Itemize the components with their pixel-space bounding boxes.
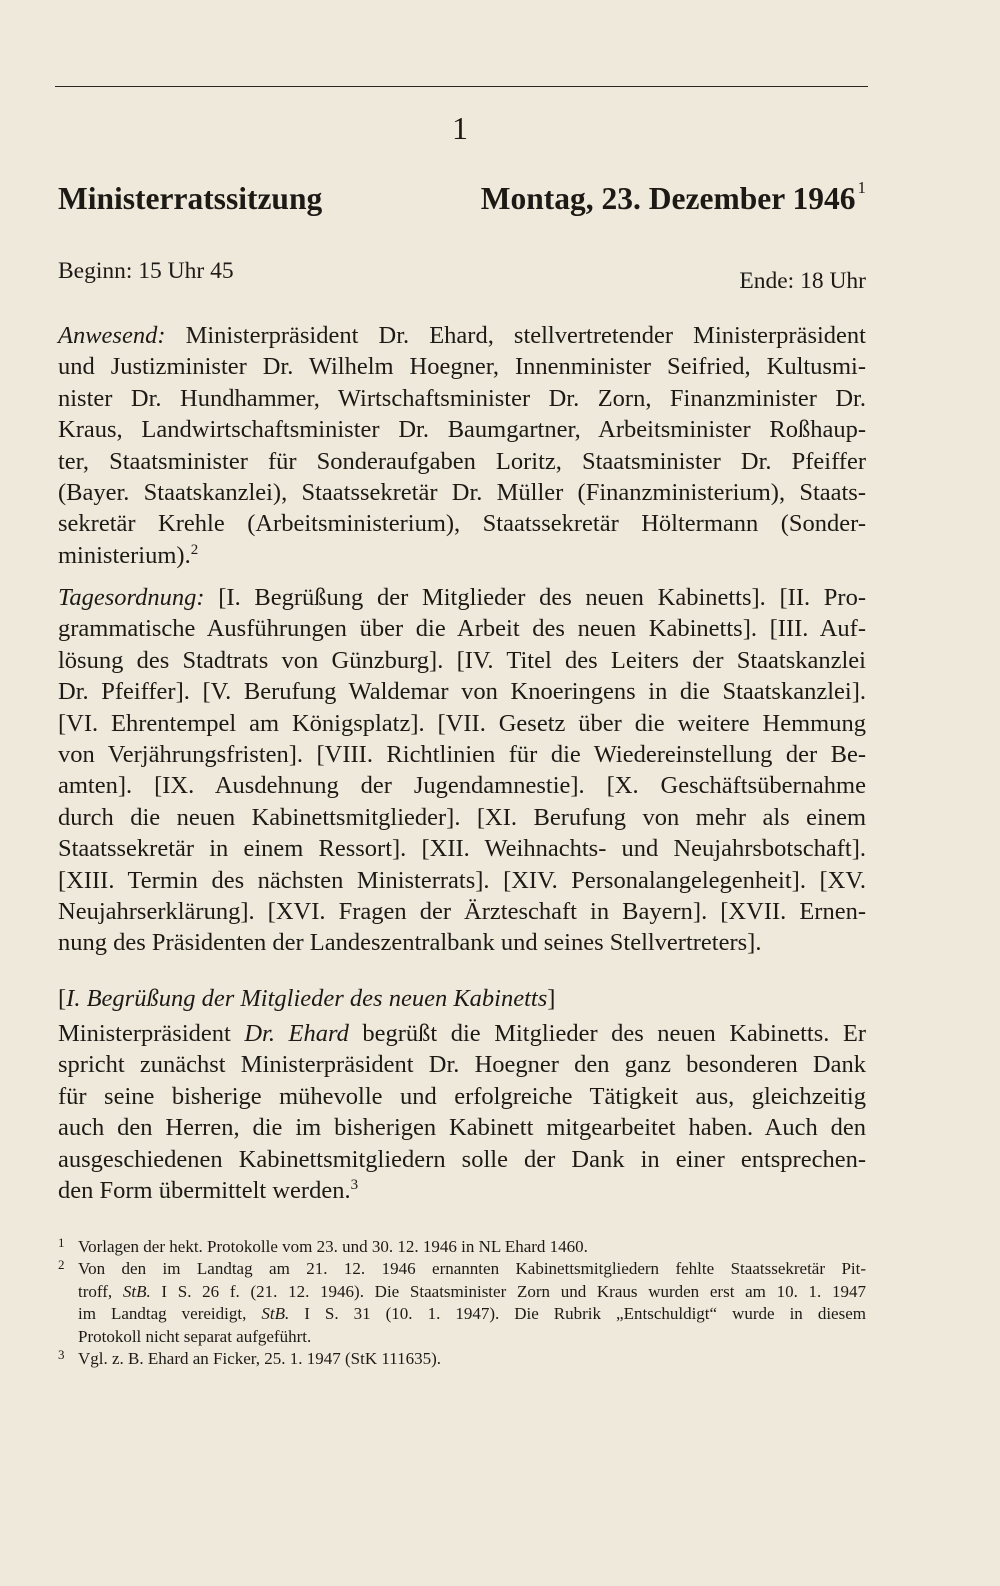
section-heading: [I. Begrüßung der Mitglieder des neuen Kabinetts] — [58, 985, 556, 1012]
agenda-line: Dr. Pfeiffer]. [V. Berufung Waldemar von Knoeringens in die Staatskanzlei]. — [58, 678, 866, 706]
attendance-line: ministerium).$^2$ — [58, 541, 199, 569]
agenda-line: Staatssekretär in einem Ressort]. [XII. Weihnachts- und Neujahrsbotschaft]. — [58, 835, 866, 863]
footnote-number: 2 — [58, 1257, 65, 1273]
section-body — [58, 1018, 866, 1206]
section-heading-text: I. Begrüßung der Mitglieder des neuen Kabinetts — [66, 985, 548, 1012]
speaker-name: Dr. Ehard — [244, 1020, 349, 1047]
footnote-text: Protokoll nicht separat aufgeführt. — [78, 1326, 312, 1346]
footnote-text: Vorlagen der hekt. Protokolle vom 23. und 30. 12. 1946 in NL Ehard 1460. — [78, 1237, 588, 1256]
attendance-line: sekretär Krehle (Arbeitsministerium), Staatssekretär Höltermann (Sonder- — [58, 510, 866, 538]
section-line: für seine bisherige mühevolle und erfolgreiche Tätigkeit aus, gleichzeitig — [58, 1082, 866, 1110]
footnotes — [58, 1236, 866, 1370]
section-line: Ministerpräsident Dr. Ehard begrüßt die Mitglieder des neuen Kabinetts. Er — [58, 1020, 866, 1047]
attendance-line: und Justizminister Dr. Wilhelm Hoegner, Innenminister Seifried, Kultusmi- — [58, 353, 866, 381]
footnote-text: troff, StB. I S. 26 f. (21. 12. 1946). Die Staatsminister Zorn und Kraus wurden erst am 10. 1. 1947 — [78, 1281, 866, 1301]
agenda-line: amten]. [IX. Ausdehnung der Jugendamnestie]. [X. Geschäftsübernahme — [58, 772, 866, 800]
attendance-paragraph — [58, 320, 866, 571]
agenda-line: von Verjährungsfristen]. [VIII. Richtlinien für die Wiedereinstellung der Be- — [58, 741, 866, 769]
start-time: Beginn: 15 Uhr 45 — [58, 258, 234, 284]
header-rule — [55, 86, 868, 87]
footnote-text: Von den im Landtag am 21. 12. 1946 ernannten Kabinettsmitgliedern fehlte Staatssekretär Pit- — [78, 1259, 866, 1279]
agenda-line: nung des Präsidenten der Landeszentralbank und seines Stellvertreters]. — [58, 929, 762, 957]
agenda-line: [VI. Ehrentempel am Königsplatz]. [VII. Gesetz über die weitere Hemmung — [58, 709, 866, 737]
section-line: auch den Herren, die im bisherigen Kabinett mitgearbeitet haben. Auch den — [58, 1114, 866, 1142]
end-time: Ende: 18 Uhr — [739, 268, 866, 294]
section-line: den Form übermittelt werden.$^3$ — [58, 1177, 359, 1205]
title-row — [58, 178, 866, 217]
agenda-line: Tagesordnung: [I. Begrüßung der Mitglieder des neuen Kabinetts]. [II. Pro- — [58, 584, 866, 611]
attendance-line: nister Dr. Hundhammer, Wirtschaftsminister Dr. Zorn, Finanzminister Dr. — [58, 384, 866, 412]
attendance-line: Kraus, Landwirtschaftsminister Dr. Baumgartner, Arbeitsminister Roßhaup- — [58, 416, 866, 444]
agenda-label: Tagesordnung: — [58, 584, 205, 611]
session-date — [481, 178, 866, 217]
footnote-2 — [58, 1258, 866, 1348]
agenda-line: Neujahrserklärung]. [XVI. Fragen der Ärzteschaft in Bayern]. [XVII. Ernen- — [58, 898, 866, 926]
footnote-ref-1[interactable]: 1 — [857, 178, 866, 197]
footnote-text: Vgl. z. B. Ehard an Ficker, 25. 1. 1947 (StK 111635). — [78, 1349, 442, 1369]
footnote-text: im Landtag vereidigt, StB. I S. 31 (10. 1. 1947). Die Rubrik „Entschuldigt“ wurde in diesem — [78, 1304, 866, 1324]
footnote-3 — [58, 1348, 866, 1370]
attendance-line: Anwesend: Ministerpräsident Dr. Ehard, stellvertretender Ministerpräsident — [58, 322, 866, 349]
agenda-line: durch die neuen Kabinettsmitglieder]. [XI. Berufung von mehr als einem — [58, 803, 866, 831]
footnote-ref-2[interactable]: 2 — [190, 541, 199, 558]
section-line: spricht zunächst Ministerpräsident Dr. Hoegner den ganz besonderen Dank — [58, 1051, 866, 1079]
agenda-line: grammatische Ausführungen über die Arbeit des neuen Kabinetts]. [III. Auf- — [58, 615, 866, 643]
attendance-line: ter, Staatsminister für Sonderaufgaben Loritz, Staatsminister Dr. Pfeiffer — [58, 447, 866, 475]
footnote-ref-3[interactable]: 3 — [350, 1177, 359, 1194]
agenda-line: lösung des Stadtrats von Günzburg]. [IV. Titel des Leiters der Staatskanzlei — [58, 646, 866, 674]
section-line: ausgeschiedenen Kabinettsmitgliedern solle der Dank in einer entsprechen- — [58, 1145, 866, 1173]
agenda-paragraph — [58, 582, 866, 959]
footnote-number: 1 — [58, 1235, 65, 1250]
session-title: Ministerratssitzung — [58, 181, 323, 216]
document-number: 1 — [452, 110, 468, 146]
attendance-label: Anwesend: — [58, 322, 166, 349]
footnote-number: 3 — [58, 1347, 65, 1363]
agenda-line: [XIII. Termin des nächsten Ministerrats]. [XIV. Personalangelegenheit]. [XV. — [58, 866, 866, 894]
attendance-line: (Bayer. Staatskanzlei), Staatssekretär Dr. Müller (Finanzministerium), Staats- — [58, 479, 866, 507]
session-date-text: Montag, 23. Dezember 1946 — [480, 181, 856, 216]
footnote-1 — [58, 1236, 866, 1258]
